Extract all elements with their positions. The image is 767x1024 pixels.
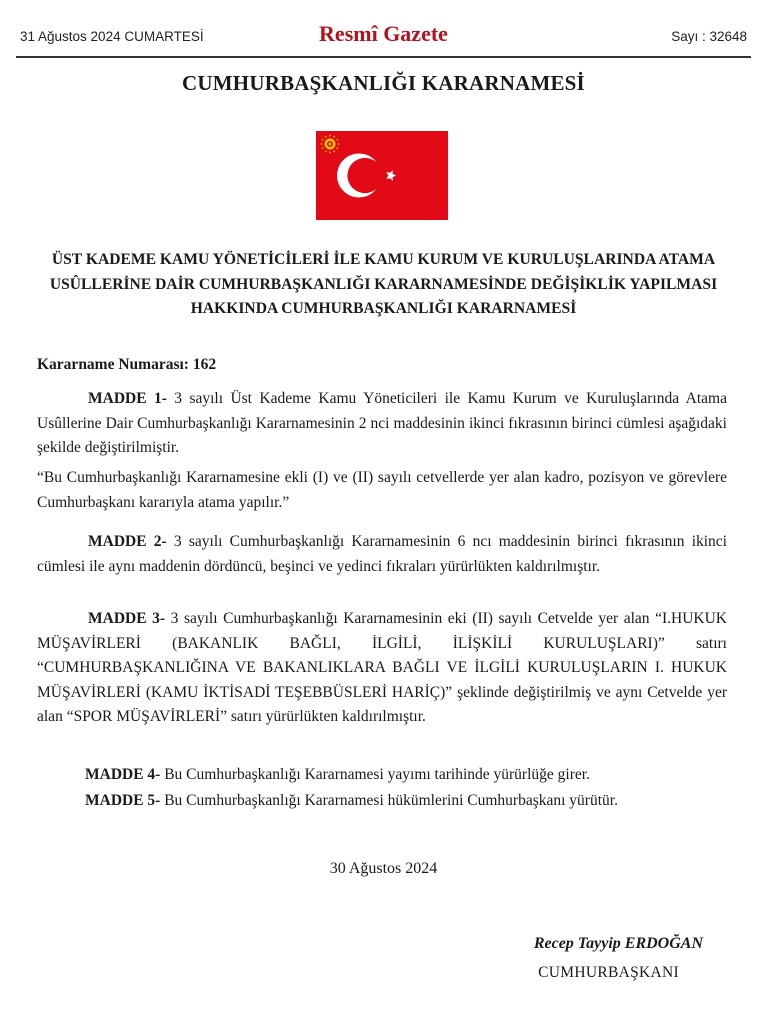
signatory-title: CUMHURBAŞKANI xyxy=(538,964,679,981)
header-date: 31 Ağustos 2024 CUMARTESİ xyxy=(20,29,204,44)
article-2-label: MADDE 2- xyxy=(88,533,167,550)
decree-subtitle: ÜST KADEME KAMU YÖNETİCİLERİ İLE KAMU KURUM VE KURULUŞLARINDA ATAMA USÛLLERİNE DAİR CUMHURBAŞKANLIĞI KARARNAMESİNDE DEĞİŞİKLİK YAPILMASI HAKKINDA CUMHURBAŞKANLIĞI KARARNAMESİ xyxy=(49,251,718,317)
issue-number: Sayı : 32648 xyxy=(671,29,747,44)
article-3-text: 3 sayılı Cumhurbaşkanlığı Kararnamesinin eki (II) sayılı Cetvelde yer alan “I.HUKUK MÜŞAVİRLERİ (BAKANLIK BAĞLI, İLGİLİ, İLİŞKİLİ KURULUŞLARI)” satırı “CUMHURBAŞKANLIĞINA VE BAKANLIKLARA BAĞLI VE İLGİLİ KURULUŞLARIN I. HUKUK MÜŞAVİRLERİ (KAMU İKTİSADİ TEŞEBBÜSLERİ HARİÇ)” şeklinde değiştirilmiş ve aynı Cetvelde yer alan “SPOR MÜŞAVİRLERİ” satırı yürürlükten kaldırılmıştır. xyxy=(37,610,727,725)
gazette-name: Resmî Gazete xyxy=(319,21,448,46)
article-1-text: 3 sayılı Üst Kademe Kamu Yöneticileri ile Kamu Kurum ve Kuruluşlarında Atama Usûllerine Dair Cumhurbaşkanlığı Kararnamesinin 2 nci maddesinin ikinci fıkrasının birinci cümlesi aşağıdaki şekilde değiştirilmiştir. xyxy=(37,390,727,456)
signatory-last-name: ERDOĞAN xyxy=(624,935,703,952)
turkish-flag-with-seal-icon xyxy=(316,131,448,220)
article-1-quote: “Bu Cumhurbaşkanlığı Kararnamesine ekli (I) ve (II) sayılı cetvellerde yer alan kadro, pozisyon ve görevlere Cumhurbaşkanı kararıyla atama yapılır.” xyxy=(37,469,727,511)
article-5-label: MADDE 5- xyxy=(85,792,161,809)
article-2 xyxy=(37,530,727,579)
header-divider xyxy=(16,56,751,58)
signatory-name xyxy=(534,935,703,953)
page-title: CUMHURBAŞKANLIĞI KARARNAMESİ xyxy=(182,71,585,95)
article-2-text: 3 sayılı Cumhurbaşkanlığı Kararnamesinin 6 ncı maddesinin birinci fıkrasının ikinci cümlesi ile aynı maddenin dördüncü, beşinci ve yedinci fıkraları yürürlükten kaldırılmıştır. xyxy=(37,533,727,575)
signatory-first-name: Recep Tayyip xyxy=(533,935,625,952)
article-4-text: Bu Cumhurbaşkanlığı Kararnamesi yayımı tarihinde yürürlüğe girer. xyxy=(160,766,590,783)
article-1 xyxy=(37,387,727,461)
decree-number: Kararname Numarası: 162 xyxy=(37,356,217,373)
article-4 xyxy=(37,763,727,788)
article-3 xyxy=(37,607,727,730)
decree-date: 30 Ağustos 2024 xyxy=(329,860,438,877)
article-3-label: MADDE 3- xyxy=(88,610,166,627)
article-4-label: MADDE 4- xyxy=(85,766,161,783)
article-5-text: Bu Cumhurbaşkanlığı Kararnamesi hükümlerini Cumhurbaşkanı yürütür. xyxy=(160,792,618,809)
article-1-label: MADDE 1- xyxy=(88,390,167,407)
article-5 xyxy=(37,789,727,814)
